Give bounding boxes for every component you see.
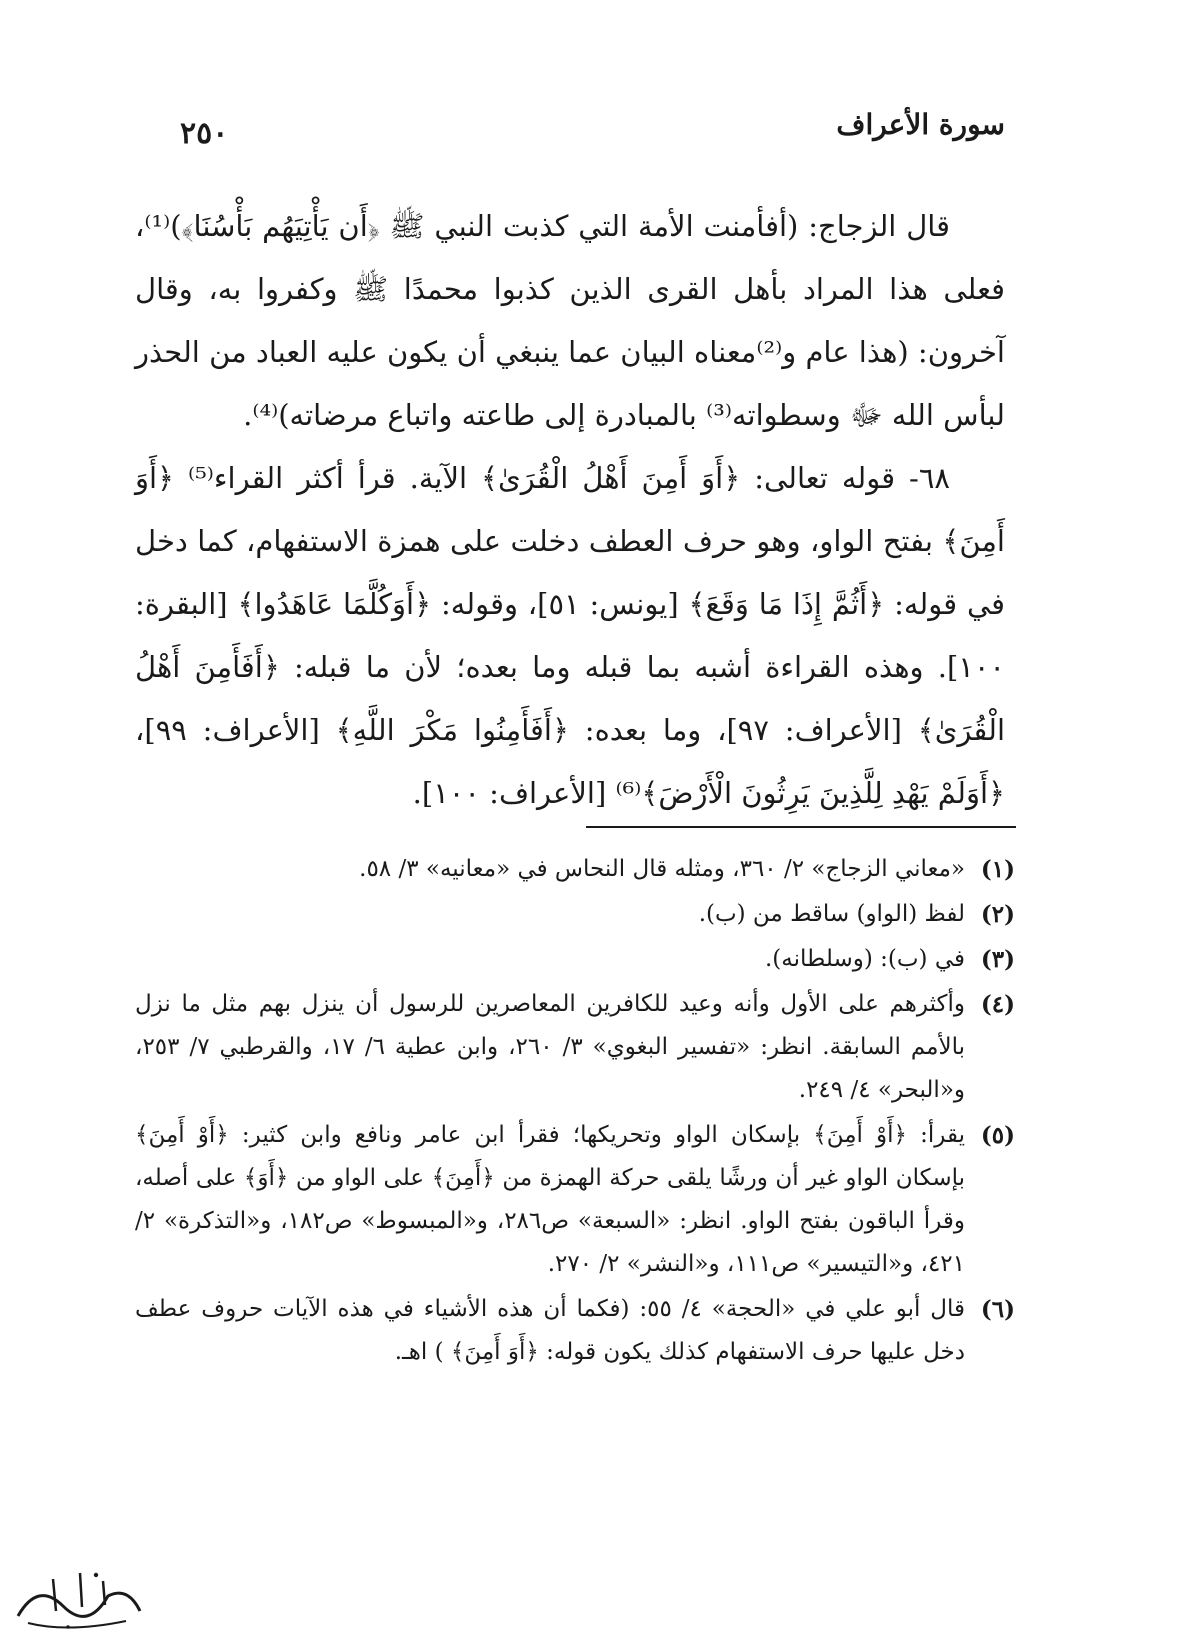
paragraph: قال الزجاج: (أفأمنت الأمة التي كذبت النبي ﷺ ﴿أَن يَأْتِيَهُم بَأْسُنَا﴾)⁽¹⁾، فعلى هذا المراد بأهل القرى الذين كذبوا محمدًا ﷺ وكفروا به، وقال آخرون: (هذا عام و⁽²⁾معناه البيان عما ينبغي أن يكون عليه العباد من الحذر لبأس الله ﷻ وسطواته⁽³⁾ بالمبادرة إلى طاعته واتباع مرضاته)⁽⁴⁾. (135, 209, 1005, 432)
footnote-text: وأكثرهم على الأول وأنه وعيد للكافرين المعاصرين للرسول أن ينزل بهم مثل ما نزل بالأمم السابقة. انظر: «تفسير البغوي» ٣/ ٢٦٠، وابن عطية ٦/ ١٧، والقرطبي ٧/ ٢٥٣، و«البحر» ٤/ ٢٤٩. (135, 991, 965, 1103)
footnote (135, 1114, 1015, 1286)
footnote-number: (٢) (980, 901, 1015, 928)
footnote (135, 983, 1015, 1112)
footnote-text: لفظ (الواو) ساقط من (ب). (698, 901, 965, 927)
surah-title: سورة الأعراف (836, 108, 1005, 141)
calligraphy-logo-icon (8, 1561, 148, 1636)
footnote-text: قال أبو علي في «الحجة» ٤/ ٥٥: (فكما أن هذه الأشياء في هذه الآيات حروف عطف دخل عليها حرف الاستفهام كذلك يكون قوله: ﴿أَوَ أَمِنَ﴾ ) اهـ. (135, 1296, 965, 1365)
footnotes (135, 848, 1015, 1374)
footnote-number: (٤) (980, 991, 1015, 1018)
footnote-separator (586, 826, 1016, 828)
paragraph: ٦٨- قوله تعالى: ﴿أَوَ أَمِنَ أَهْلُ الْقُرَىٰ﴾ الآية. قرأ أكثر القراء⁽⁵⁾ ﴿أَوَ أَمِنَ﴾ بفتح الواو، وهو حرف العطف دخلت على همزة الاستفهام، كما دخل في قوله: ﴿أَثُمَّ إِذَا مَا وَقَعَ﴾ [يونس: ٥١]، وقوله: ﴿أَوَكُلَّمَا عَاهَدُوا﴾ [البقرة: ١٠٠]. وهذه القراءة أشبه بما قبله وما بعده؛ لأن ما قبله: ﴿أَفَأَمِنَ أَهْلُ الْقُرَىٰ﴾ [الأعراف: ٩٧]، وما بعده: ﴿أَفَأَمِنُوا مَكْرَ اللَّهِ﴾ [الأعراف: ٩٩]، ﴿أَوَلَمْ يَهْدِ لِلَّذِينَ يَرِثُونَ الْأَرْضَ﴾⁽⁶⁾ [الأعراف: ١٠٠]. (135, 461, 1005, 810)
footnote (135, 938, 1015, 981)
footnote-number: (١) (980, 856, 1015, 883)
footnote-number: (٣) (980, 946, 1015, 973)
footnote-text: في (ب): (وسلطانه). (765, 946, 965, 972)
page-header (180, 108, 1005, 158)
page-number: ٢٥٠ (180, 116, 229, 151)
footnote-number: (٥) (980, 1122, 1015, 1149)
footnote (135, 1288, 1015, 1374)
footnote-number: (٦) (980, 1296, 1015, 1323)
footnote (135, 848, 1015, 891)
footnote-text: «معاني الزجاج» ٢/ ٣٦٠، ومثله قال النحاس في «معانيه» ٣/ ٥٨. (359, 856, 965, 882)
footnote (135, 893, 1015, 936)
main-text (135, 195, 1005, 825)
footnote-text: يقرأ: ﴿أَوْ أَمِنَ﴾ بإسكان الواو وتحريكها؛ فقرأ ابن عامر ونافع وابن كثير: ﴿أَوْ أَمِنَ﴾ بإسكان الواو غير أن ورشًا يلقى حركة الهمزة من ﴿أَمِنَ﴾ على الواو من ﴿أَوَ﴾ على أصله، وقرأ الباقون بفتح الواو. انظر: «السبعة» ص٢٨٦، و«المبسوط» ص١٨٢، و«التذكرة» ٢/ ٤٢١، و«التيسير» ص١١١، و«النشر» ٢/ ٢٧٠. (135, 1122, 965, 1277)
